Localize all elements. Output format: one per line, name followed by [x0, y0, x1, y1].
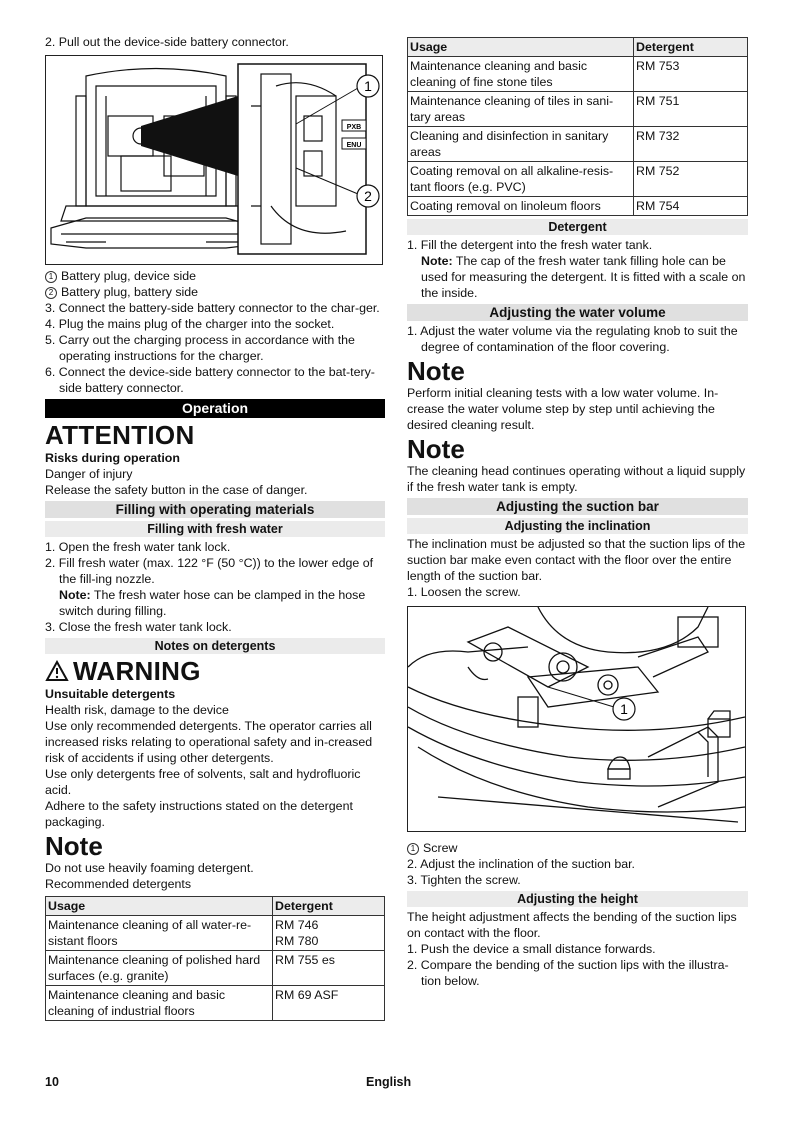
water-volume-step-1: 1. Adjust the water volume via the regulating knob to suit the degree of contamination of the floor covering.	[407, 324, 738, 354]
note-label: Note:	[421, 254, 453, 268]
inset-label-1: PXB	[346, 124, 362, 131]
warning-title: WARNING	[73, 656, 201, 686]
screw-caption	[407, 840, 748, 856]
table-row	[46, 916, 385, 951]
table-cell-usage: Maintenance cleaning of all water-re-sistant floors	[46, 916, 273, 951]
note-heading-2: Note	[407, 434, 465, 464]
step-4: 4. Plug the mains plug of the charger into the socket.	[45, 317, 335, 331]
table-row	[408, 57, 748, 92]
fresh-water-note	[45, 587, 385, 619]
inclination-text: The inclination must be adjusted so that the suction lips of the suction bar make even contact with the floor over the entire length of the suction bar.	[407, 537, 746, 583]
table-cell-detergent: RM 746 RM 780	[273, 916, 385, 951]
height-text: The height adjustment affects the bending of the suction lips on contact with the floor.	[407, 910, 737, 940]
table-header-usage: Usage	[46, 897, 273, 916]
height-heading: Adjusting the height	[407, 891, 748, 907]
table-cell-detergent: RM 69 ASF	[273, 986, 385, 1021]
note-text-2: The cleaning head continues operating without a liquid supply if the fresh water tank is empty.	[407, 464, 746, 494]
table-row	[408, 162, 748, 197]
detergent-table-right	[407, 37, 748, 216]
step-3: 3. Connect the battery-side battery connector to the char-ger.	[45, 301, 380, 315]
note-heading: Note	[45, 831, 103, 861]
table-cell-detergent: RM 753	[634, 57, 748, 92]
note-text: The fresh water hose can be clamped in the hose switch during filling.	[59, 588, 366, 618]
note-text: The cap of the fresh water tank filling hole can be used for measuring the detergent. It is fitted with a scale on the inside.	[421, 254, 746, 300]
note-heading-1: Note	[407, 356, 465, 386]
table-cell-usage: Maintenance cleaning and basic cleaning of industrial floors	[46, 986, 273, 1021]
warning-line-4: Adhere to the safety instructions stated on the detergent packaging.	[45, 799, 353, 829]
table-cell-detergent: RM 752	[634, 162, 748, 197]
detergent-heading: Detergent	[407, 219, 748, 235]
caption-1-text: Battery plug, device side	[61, 269, 196, 283]
suction-bar-figure	[407, 606, 746, 832]
height-step-2: 2. Compare the bending of the suction lips with the illustra-tion below.	[407, 958, 729, 988]
table-cell-usage: Cleaning and disinfection in sanitary areas	[408, 127, 634, 162]
table-cell-detergent: RM 755 es	[273, 951, 385, 986]
warning-line-1: Health risk, damage to the device	[45, 703, 229, 717]
suction-bar-heading: Adjusting the suction bar	[407, 498, 748, 515]
step-6: 6. Connect the device-side battery connector to the bat-tery-side battery connector.	[45, 365, 375, 395]
suction-bar-illustration	[408, 607, 745, 831]
attention-line-1: Danger of injury	[45, 467, 133, 481]
caption-1	[45, 268, 385, 284]
detergent-table-left	[45, 896, 385, 1021]
page-number: 10	[45, 1075, 59, 1089]
fresh-water-step-3: 3. Close the fresh water tank lock.	[45, 620, 232, 634]
water-volume-heading: Adjusting the water volume	[407, 304, 748, 321]
detergent-notes-heading: Notes on detergents	[45, 638, 385, 654]
detergent-note	[407, 253, 748, 301]
circled-1-icon: 1	[45, 271, 57, 283]
table-cell-usage: Coating removal on linoleum floors	[408, 197, 634, 216]
table-row	[408, 127, 748, 162]
inclination-step-2: 2. Adjust the inclination of the suction bar.	[407, 857, 635, 871]
caption-2-text: Battery plug, battery side	[61, 285, 199, 299]
table-cell-usage: Maintenance cleaning and basic cleaning of fine stone tiles	[408, 57, 634, 92]
detergent-step-1: 1. Fill the detergent into the fresh water tank.	[407, 238, 653, 252]
note-line-2: Recommended detergents	[45, 877, 192, 891]
caption-2	[45, 284, 385, 300]
table-row	[46, 951, 385, 986]
warning-line-2: Use only recommended detergents. The operator carries all increased risks relating to operational safety and in-creased risk of accidents if using other detergents.	[45, 719, 373, 765]
attention-line-2: Release the safety button in the case of danger.	[45, 483, 308, 497]
inset-label-2: ENU	[346, 142, 362, 149]
table-row	[46, 986, 385, 1021]
table-cell-usage: Maintenance cleaning of polished hard surfaces (e.g. granite)	[46, 951, 273, 986]
circled-1-icon: 1	[407, 843, 419, 855]
battery-connector-figure	[45, 55, 383, 265]
attention-subtitle: Risks during operation	[45, 451, 180, 465]
table-cell-detergent: RM 732	[634, 127, 748, 162]
height-step-1: 1. Push the device a small distance forwards.	[407, 942, 656, 956]
table-row	[408, 197, 748, 216]
callout-screw: 1	[620, 701, 628, 717]
filling-heading: Filling with operating materials	[45, 501, 385, 518]
note-text-1: Perform initial cleaning tests with a low water volume. In-crease the water volume step by step until achieving the desired cleaning result.	[407, 386, 719, 432]
fresh-water-heading: Filling with fresh water	[45, 521, 385, 537]
fresh-water-step-1: 1. Open the fresh water tank lock.	[45, 540, 231, 554]
warning-triangle-icon	[45, 660, 69, 682]
table-cell-usage: Coating removal on all alkaline-resis-tant floors (e.g. PVC)	[408, 162, 634, 197]
table-header-detergent: Detergent	[634, 38, 748, 57]
warning-subtitle: Unsuitable detergents	[45, 687, 176, 701]
table-header-usage: Usage	[408, 38, 634, 57]
table-cell-detergent: RM 751	[634, 92, 748, 127]
note-label: Note:	[59, 588, 91, 602]
table-header-detergent: Detergent	[273, 897, 385, 916]
warning-heading	[45, 658, 385, 684]
inclination-step-3: 3. Tighten the screw.	[407, 873, 521, 887]
note-line-1: Do not use heavily foaming detergent.	[45, 861, 254, 875]
attention-heading: ATTENTION	[45, 420, 195, 450]
battery-connector-illustration	[46, 56, 382, 264]
footer-language: English	[366, 1075, 412, 1089]
step-2: 2. Pull out the device-side battery connector.	[45, 35, 289, 49]
table-row	[408, 92, 748, 127]
inclination-heading: Adjusting the inclination	[407, 518, 748, 534]
left-column	[45, 34, 385, 1021]
table-cell-usage: Maintenance cleaning of tiles in sani-tary areas	[408, 92, 634, 127]
inclination-step-1: 1. Loosen the screw.	[407, 585, 521, 599]
fresh-water-step-2: 2. Fill fresh water (max. 122 °F (50 °C)) to the lower edge of the fill-ing nozzle.	[45, 556, 374, 586]
screw-caption-text: Screw	[423, 841, 458, 855]
step-5: 5. Carry out the charging process in accordance with the operating instructions for the charger.	[45, 333, 355, 363]
operation-heading: Operation	[45, 399, 385, 418]
right-column	[407, 37, 748, 989]
table-cell-detergent: RM 754	[634, 197, 748, 216]
circled-2-icon: 2	[45, 287, 57, 299]
warning-line-3: Use only detergents free of solvents, salt and hydrofluoric acid.	[45, 767, 361, 797]
callout-2: 2	[364, 188, 372, 204]
callout-1: 1	[364, 78, 372, 94]
